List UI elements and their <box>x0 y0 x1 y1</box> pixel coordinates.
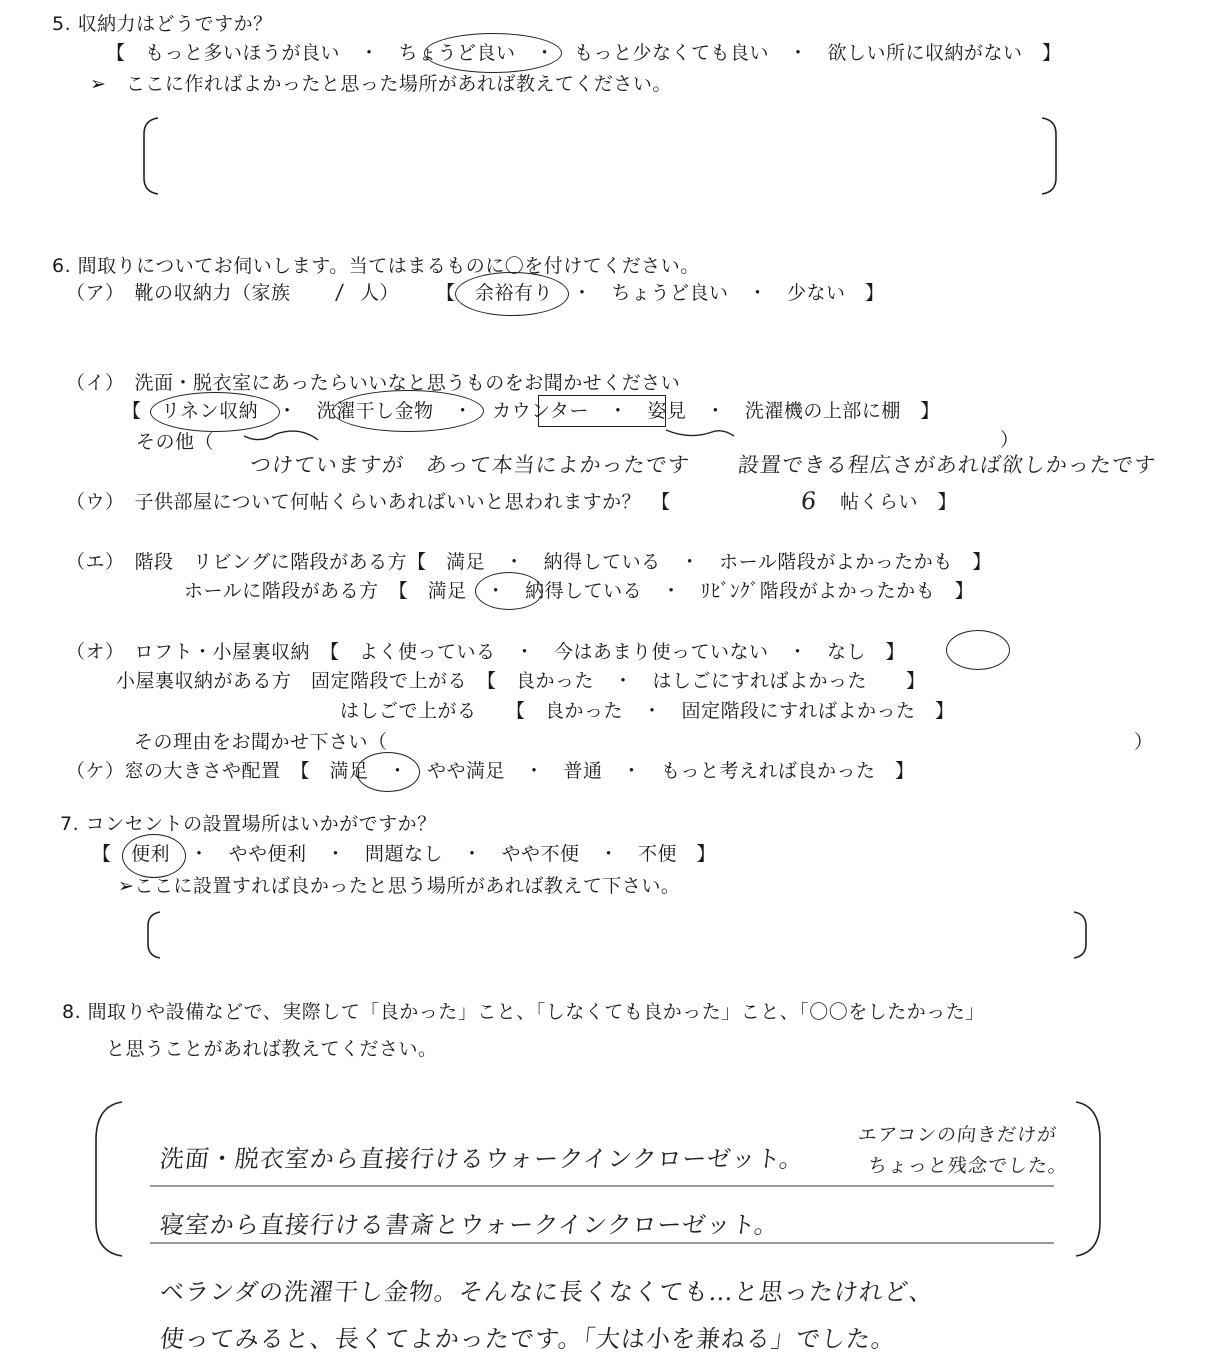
q5-options[interactable]: 【 もっと多いほうが良い ・ ちょうど良い ・ もっと少なくても良い ・ 欲しい所に収納がない 】 <box>106 42 1062 64</box>
q6a-options[interactable]: 【 余裕有り ・ ちょうど良い ・ 少ない 】 <box>436 282 885 304</box>
q6o-line1[interactable]: （オ） ロフト・小屋裏収納 【 よく使っている ・ 今はあまり使っていない ・ なし 】 <box>66 641 906 663</box>
q6u-suffix: 帖くらい 】 <box>840 491 958 513</box>
q6e-line1[interactable]: （エ） 階段 リビングに階段がある方【 満足 ・ 納得している ・ ホール階段がよかったかも 】 <box>66 551 992 573</box>
q6i-other-label: その他（ <box>136 431 215 453</box>
q6u-answer: 6 <box>799 487 819 515</box>
q6a-label: （ア） 靴の収納力（家族 <box>66 282 291 304</box>
q8-handwritten-line4: 使ってみると、長くてよかったです。「大は小を兼ねる」でした。 <box>158 1325 898 1353</box>
q8-title2: と思うことがあれば教えてください。 <box>106 1038 438 1060</box>
q6o-line2[interactable]: 小屋裏収納がある方 固定階段で上がる 【 良かった ・ はしごにすればよかった 】 <box>116 670 926 692</box>
q6u-label: （ウ） 子供部屋について何帖くらいあればいいと思われますか？ 【 <box>66 491 671 513</box>
q6i-handwritten-note1: つけていますが あって本当によかったです <box>248 453 692 477</box>
q7-prompt: ➢ここに設置すれば良かったと思う場所があれば教えて下さい。 <box>118 875 681 897</box>
q6-title: 6. 間取りについてお伺いします。当てはまるものに〇を付けてください。 <box>52 255 700 277</box>
q5-title: 5. 収納力はどうですか？ <box>52 13 273 35</box>
q6i-options[interactable]: 【 リネン収納 ・ 洗濯干し金物 ・ カウンター ・ 姿見 ・ 洗濯機の上部に棚 】 <box>122 400 940 422</box>
q6a-family-mark: / <box>334 280 346 304</box>
q6o-line4: その理由をお聞かせ下さい（ <box>134 731 388 753</box>
q7-options[interactable]: 【 便利 ・ やや便利 ・ 問題なし ・ やや不便 ・ 不便 】 <box>92 843 717 865</box>
q6o-line3[interactable]: はしごで上がる 【 良かった ・ 固定階段にすればよかった 】 <box>340 700 955 722</box>
q7-title: 7. コンセントの設置場所はいかがですか？ <box>60 813 437 835</box>
q6i-handwritten-note2: 設置できる程広さがあれば欲しかったです <box>736 453 1158 477</box>
q6e-line2[interactable]: ホールに階段がある方 【 満足 ・ 納得している ・ ﾘﾋﾞﾝｸﾞ階段がよかったかも 】 <box>184 580 975 602</box>
q6i-label: （イ） 洗面・脱衣室にあったらいいなと思うものをお聞かせください <box>66 372 681 394</box>
q8-handwritten-side2: ちょっと残念でした。 <box>866 1155 1070 1177</box>
q8-handwritten-line2: 寝室から直接行ける書斎とウォークインクローゼット。 <box>158 1211 781 1239</box>
q8-handwritten-line3: ベランダの洗濯干し金物。そんなに長くなくても…と思ったけれど、 <box>158 1278 936 1306</box>
q8-title: 8. 間取りや設備などで、実際して「良かった」こと、「しなくても良かった」こと、「〇〇をしたかった」 <box>62 1001 985 1023</box>
q6ke-line[interactable]: （ケ）窓の大きさや配置 【 満足 ・ やや満足 ・ 普通 ・ もっと考えれば良かった 】 <box>66 760 915 782</box>
q5-prompt: ➢ ここに作ればよかったと思った場所があれば教えてください。 <box>90 73 672 95</box>
q8-handwritten-line1: 洗面・脱衣室から直接行けるウォークインクローゼット。 <box>158 1145 806 1173</box>
q6a-suffix: 人） <box>360 282 400 304</box>
q6o-line4-close: ） <box>1134 731 1154 753</box>
q8-handwritten-side1: エアコンの向きだけが <box>856 1124 1059 1146</box>
q6i-other-close: ） <box>1000 429 1020 451</box>
